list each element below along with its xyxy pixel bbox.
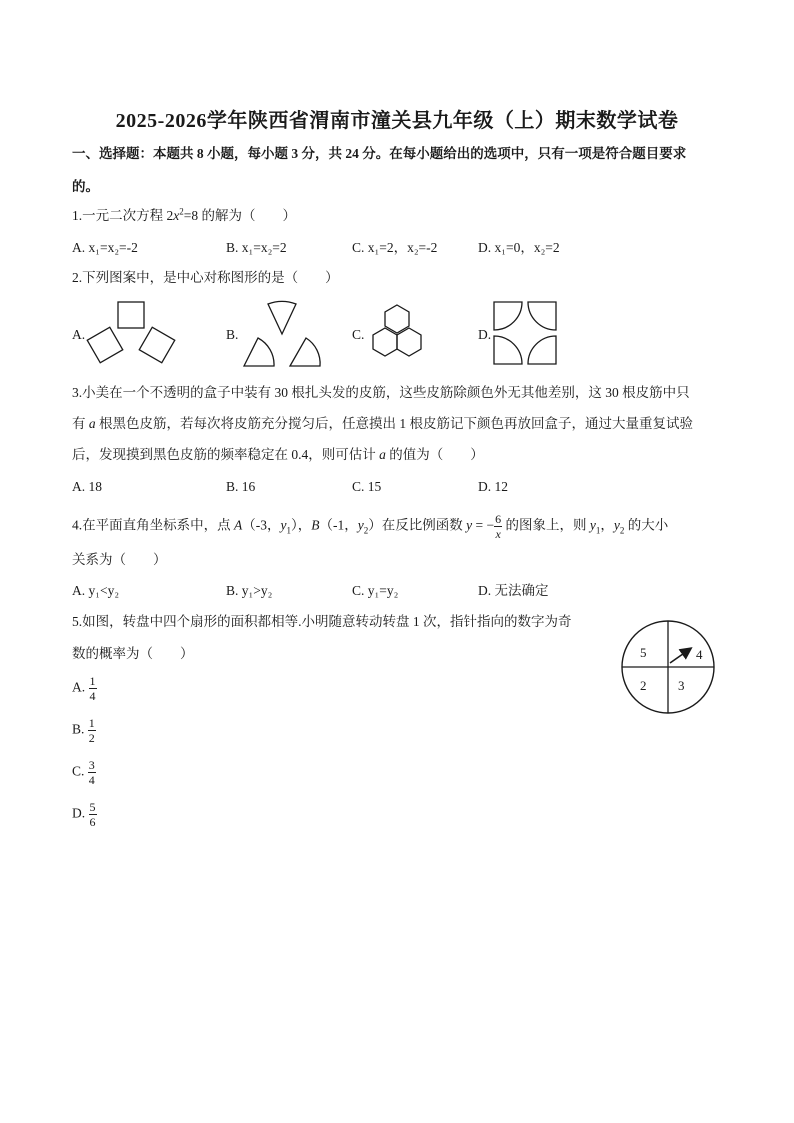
spinner-figure [618, 616, 718, 718]
q1-option-b: B. x₁=x₂=2 [226, 240, 287, 255]
question-3-line-1: 3.小美在一个不透明的盒子中装有 30 根扎头发的皮筋，这些皮筋除颜色外无其他差别，这 30 根皮筋中只 [72, 385, 690, 400]
question-4-line-2: 关系为（ ） [72, 552, 167, 567]
q2-figure-d-quarter-arcs [492, 300, 558, 366]
q5-option-c: C. $\frac{3}{4}$ [72, 758, 95, 787]
q5-option-a: A. $\frac{1}{4}$ [72, 674, 96, 703]
q3-option-b: B. 16 [226, 479, 256, 494]
q3-option-d: D. 12 [478, 479, 508, 494]
question-5-line-1: 5.如图，转盘中四个扇形的面积都相等.小明随意转动转盘 1 次，指针指向的数字为奇 [72, 614, 572, 629]
q2-figure-a-squares [84, 300, 180, 370]
spinner-sector-top-left: 5 [640, 645, 647, 660]
question-5-line-2: 数的概率为（ ） [72, 646, 194, 661]
q1-option-d: D. x₁=0，x₂=2 [478, 240, 560, 255]
q1-option-c: C. x₁=2，x₂=-2 [352, 240, 438, 255]
q4-function-fraction: $\frac{6}{x}$ [495, 512, 502, 541]
q2-figure-b-sectors [240, 298, 324, 370]
q2-figure-c-hexagons [364, 303, 430, 365]
q1-option-a: A. x₁=x₂=-2 [72, 240, 138, 255]
spinner-sector-top-right: 4 [696, 647, 703, 662]
spinner-sector-bottom-right: 3 [678, 678, 685, 693]
q2-label-d: D. [478, 327, 492, 342]
question-3-line-3: 后，发现摸到黑色皮筋的频率稳定在 0.4，则可估计 a 的值为（ ） [72, 447, 484, 462]
q4-option-a: A. y₁<y₂ [72, 583, 120, 598]
q5-option-b: B. $\frac{1}{2}$ [72, 716, 95, 745]
q4-option-c: C. y₁=y₂ [352, 583, 399, 598]
q2-label-c: C. [352, 327, 365, 342]
q2-label-a: A. [72, 327, 86, 342]
q3-option-c: C. 15 [352, 479, 382, 494]
q2-label-b: B. [226, 327, 239, 342]
section-heading-cont: 的。 [72, 179, 99, 194]
question-4-line-1: 4.在平面直角坐标系中，点 A（-3，$y_1$），B（-1，$y_2$）在反比例函数 y = − $\frac{6}{x}$ 的图象上，则 $y_1$，$y_2$ 的大小 [72, 512, 669, 541]
q5-option-d: D. $\frac{5}{6}$ [72, 800, 96, 829]
question-1-stem: 1.一元二次方程 $2x^2=8$ 的解为（ ） [72, 206, 296, 223]
page-title: 2025-2026学年陕西省渭南市潼关县九年级（上）期末数学试卷 [115, 110, 679, 132]
q3-option-a: A. 18 [72, 479, 102, 494]
q4-option-d: D. 无法确定 [478, 583, 549, 598]
q4-option-b: B. y₁>y₂ [226, 583, 273, 598]
section-heading: 一、选择题：本题共 8 小题，每小题 3 分，共 24 分。在每小题给出的选项中，只有一项是符合题目要求 [72, 146, 687, 161]
question-2-stem: 2.下列图案中，是中心对称图形的是（ ） [72, 270, 339, 285]
spinner-pointer-arrow-icon [670, 649, 690, 663]
spinner-sector-bottom-left: 2 [640, 678, 647, 693]
question-3-line-2: 有 a 根黑色皮筋，若每次将皮筋充分搅匀后，任意摸出 1 根皮筋记下颜色再放回盒子，通过大量重复试验 [72, 416, 693, 431]
